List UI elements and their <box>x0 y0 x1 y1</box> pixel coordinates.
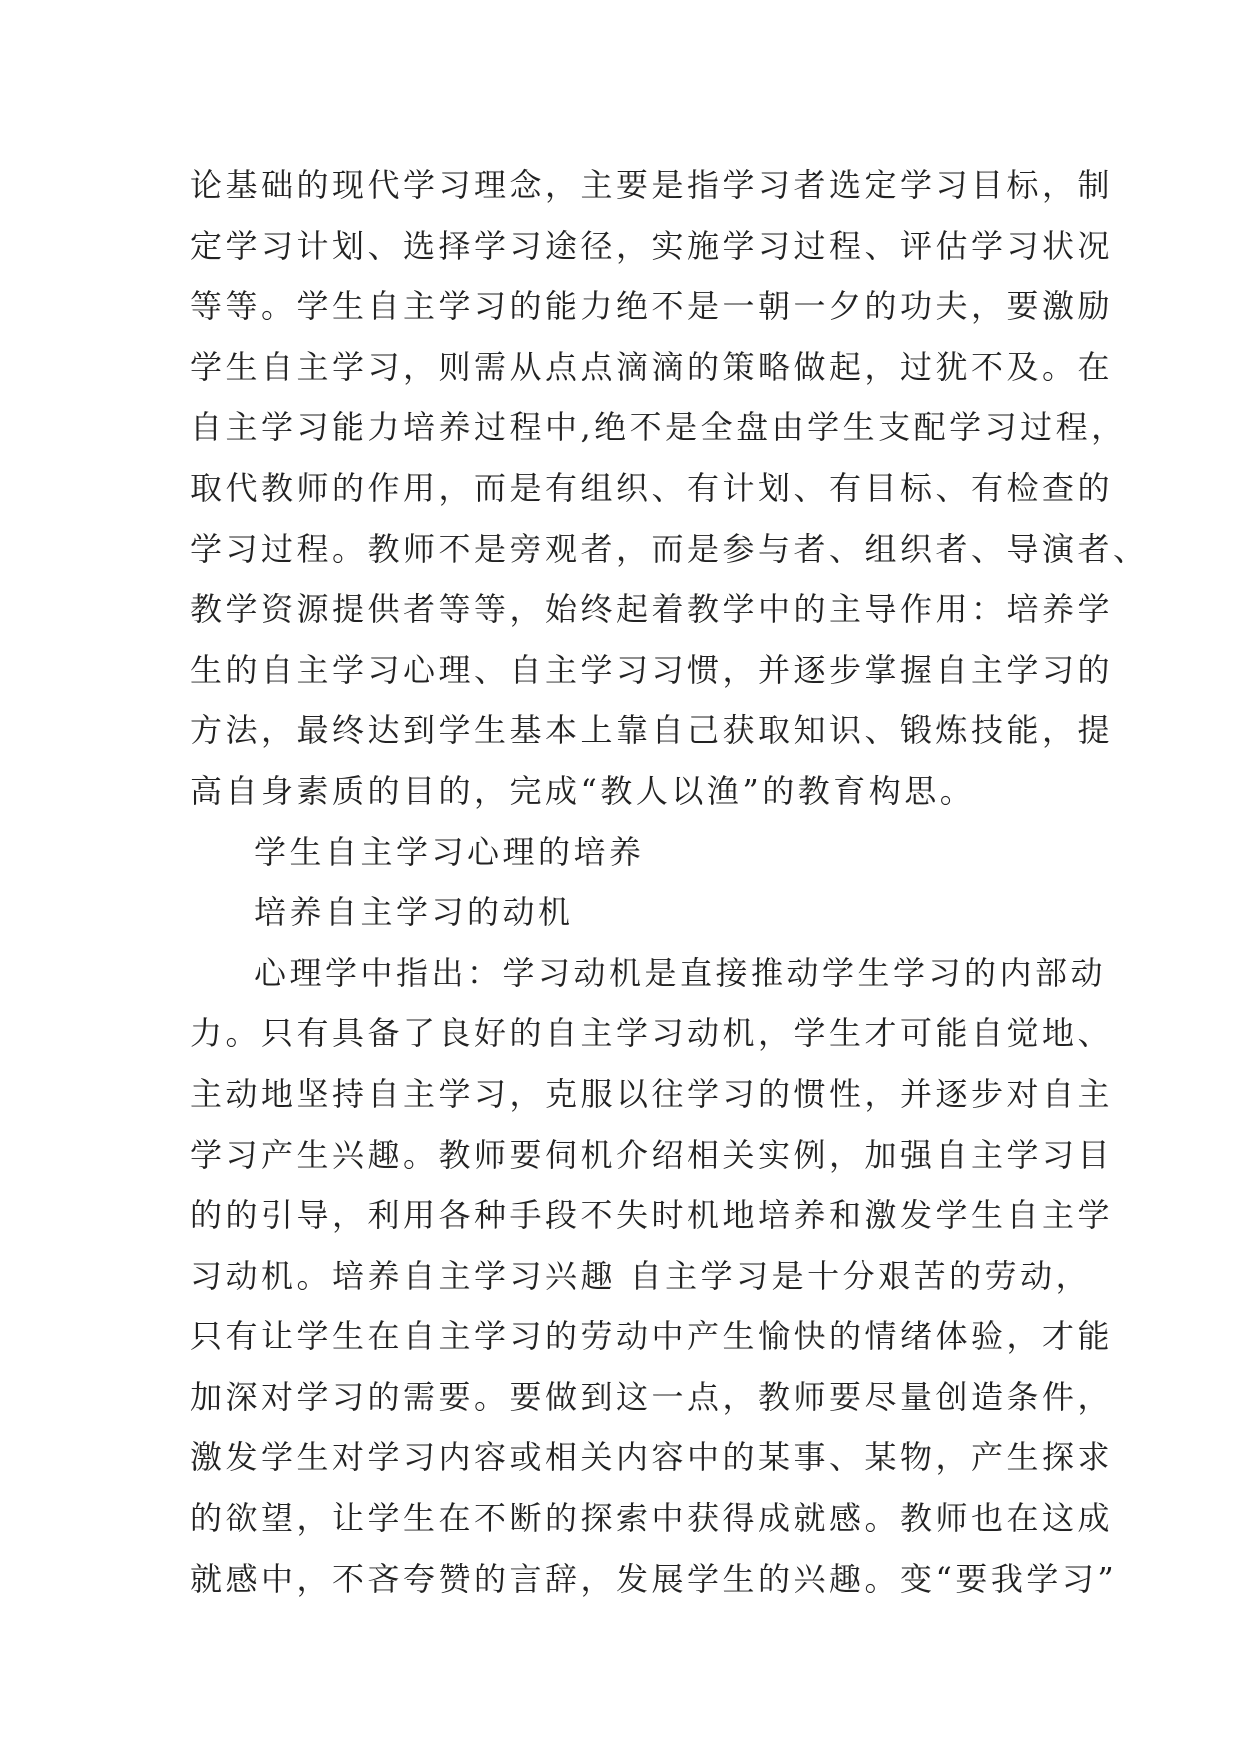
text-line: 只有让学生在自主学习的劳动中产生愉快的情绪体验，才能 <box>190 1317 1114 1356</box>
text-line: 学生自主学习，则需从点点滴滴的策略做起，过犹不及。在 <box>190 347 1114 386</box>
text-line: 激发学生对学习内容或相关内容中的某事、某物，产生探求 <box>190 1438 1114 1477</box>
text-line: 力。只有具备了良好的自主学习动机，学生才可能自觉地、 <box>190 1014 1114 1053</box>
text-line: 取代教师的作用，而是有组织、有计划、有目标、有检查的 <box>190 468 1114 507</box>
text-line: 等等。学生自主学习的能力绝不是一朝一夕的功夫，要激励 <box>190 287 1114 326</box>
section-heading: 学生自主学习心理的培养 <box>254 832 645 871</box>
text-line: 习动机。培养自主学习兴趣 自主学习是十分艰苦的劳动， <box>190 1256 1092 1295</box>
text-line: 主动地坚持自主学习，克服以往学习的惯性，并逐步对自主 <box>190 1074 1114 1113</box>
text-line: 心理学中指出：学习动机是直接推动学生学习的内部动 <box>254 953 1107 992</box>
subsection-heading: 培养自主学习的动机 <box>254 893 574 932</box>
text-line: 高自身素质的目的，完成“教人以渔”的教育构思。 <box>190 771 976 810</box>
text-line: 教学资源提供者等等，始终起着教学中的主导作用：培养学 <box>190 590 1114 629</box>
text-line: 自主学习能力培养过程中,绝不是全盘由学生支配学习过程， <box>190 408 1127 447</box>
text-line: 学习过程。教师不是旁观者，而是参与者、组织者、导演者、 <box>190 529 1149 568</box>
text-line: 的的引导，利用各种手段不失时机地培养和激发学生自主学 <box>190 1196 1114 1235</box>
text-line: 方法，最终达到学生基本上靠自己获取知识、锻炼技能，提 <box>190 711 1114 750</box>
text-line: 学习产生兴趣。教师要伺机介绍相关实例，加强自主学习目 <box>190 1135 1114 1174</box>
text-line: 就感中，不吝夸赞的言辞，发展学生的兴趣。变“要我学习” <box>190 1559 1118 1598</box>
text-line: 加深对学习的需要。要做到这一点，教师要尽量创造条件， <box>190 1377 1114 1416</box>
text-line: 的欲望，让学生在不断的探索中获得成就感。教师也在这成 <box>190 1499 1114 1538</box>
text-line: 论基础的现代学习理念，主要是指学习者选定学习目标，制 <box>190 166 1114 204</box>
text-line: 定学习计划、选择学习途径，实施学习过程、评估学习状况 <box>190 226 1114 265</box>
body-text <box>190 155 1149 1609</box>
text-line: 生的自主学习心理、自主学习习惯，并逐步掌握自主学习的 <box>190 650 1114 689</box>
